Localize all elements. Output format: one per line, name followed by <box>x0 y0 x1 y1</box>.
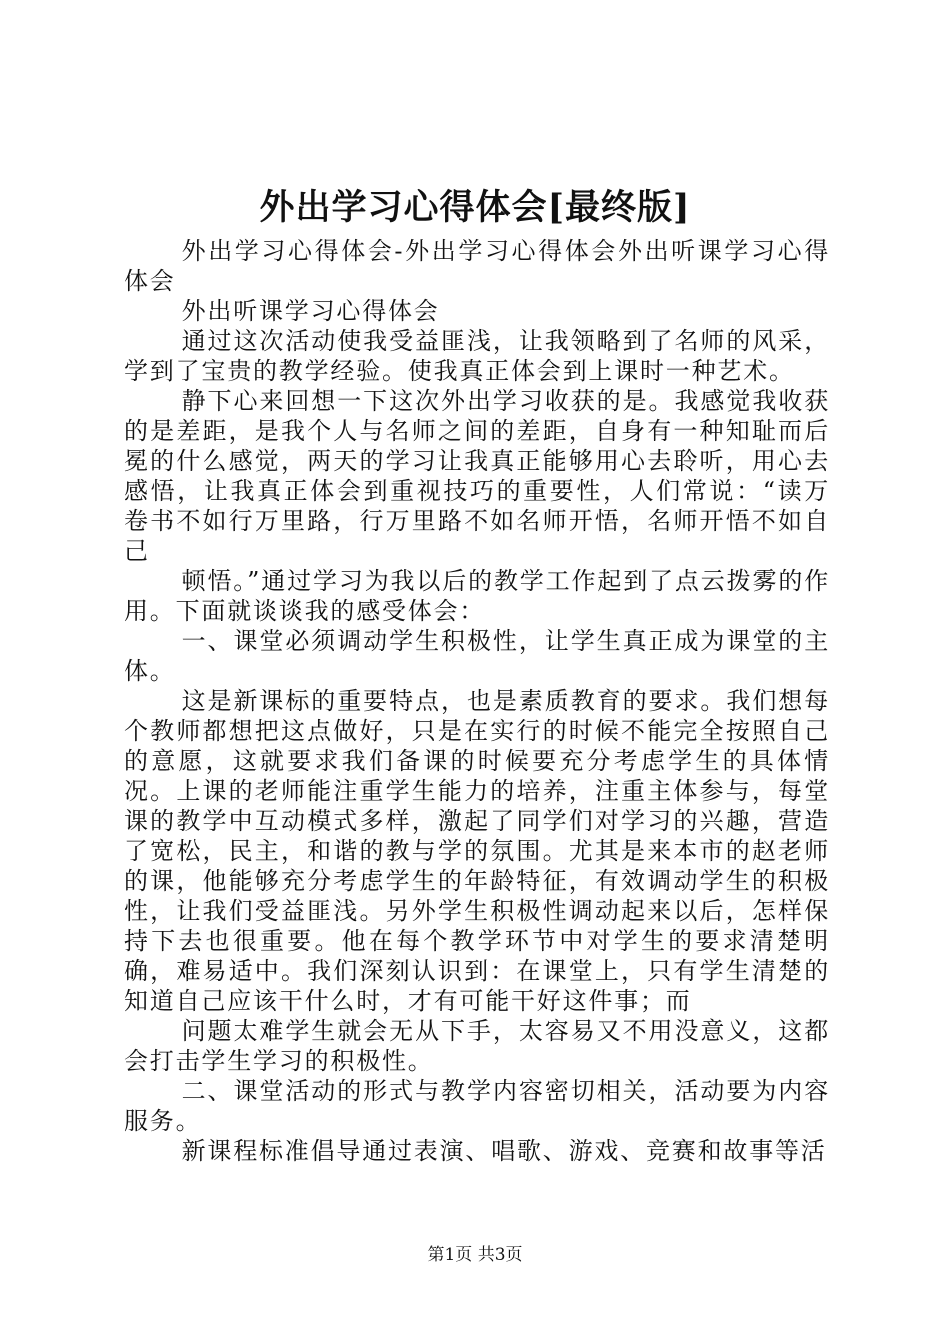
document-title: 外出学习心得体会[最终版] <box>259 187 691 228</box>
paragraph: 二、课堂活动的形式与教学内容密切相关，活动要为内容服务。 <box>124 1077 830 1135</box>
paragraph: 通过这次活动使我受益匪浅，让我领略到了名师的风采，学到了宝贵的教学经验。使我真正体会到上课时一种艺术。 <box>124 327 830 385</box>
paragraph: 顿悟。”通过学习为我以后的教学工作起到了点云拨雾的作用。下面就谈谈我的感受体会： <box>124 567 830 625</box>
paragraph: 新课程标准倡导通过表演、唱歌、游戏、竞赛和故事等活 <box>181 1137 827 1165</box>
paragraph: 这是新课标的重要特点，也是素质教育的要求。我们想每个教师都想把这点做好，只是在实行的时候不能完全按照自己的意愿，这就要求我们备课的时候要充分考虑学生的具体情况。上课的老师能注重学生能力的培养，注重主体参与，每堂课的教学中互动模式多样，激起了同学们对学习的兴趣，营造了宽松，民主，和谐的教与学的氛围。尤其是来本市的赵老师的课，他能够充分考虑学生的年龄特征，有效调动学生的积极性，让我们受益匪浅。另外学生积极性调动起来以后，怎样保持下去也很重要。他在每个教学环节中对学生的要求清楚明确，难易适中。我们深刻认识到：在课堂上，只有学生清楚的知道自己应该干什么时，才有可能干好这件事；而 <box>124 687 830 1015</box>
document-body <box>124 236 830 1166</box>
paragraph: 静下心来回想一下这次外出学习收获的是。我感觉我收获的是差距，是我个人与名师之间的差距，自身有一种知耻而后冕的什么感觉，两天的学习让我真正能够用心去聆听，用心去感悟，让我真正体会到重视技巧的重要性，人们常说：“读万卷书不如行万里路，行万里路不如名师开悟，名师开悟不如自己 <box>124 387 830 565</box>
paragraph: 一、课堂必须调动学生积极性，让学生真正成为课堂的主体。 <box>124 627 830 685</box>
paragraph: 外出听课学习心得体会 <box>181 297 440 325</box>
page-number-footer: 第1页 共3页 <box>427 1245 523 1265</box>
paragraph: 问题太难学生就会无从下手，太容易又不用没意义，这都会打击学生学习的积极性。 <box>124 1017 830 1075</box>
paragraph: 外出学习心得体会-外出学习心得体会外出听课学习心得体会 <box>124 237 830 295</box>
